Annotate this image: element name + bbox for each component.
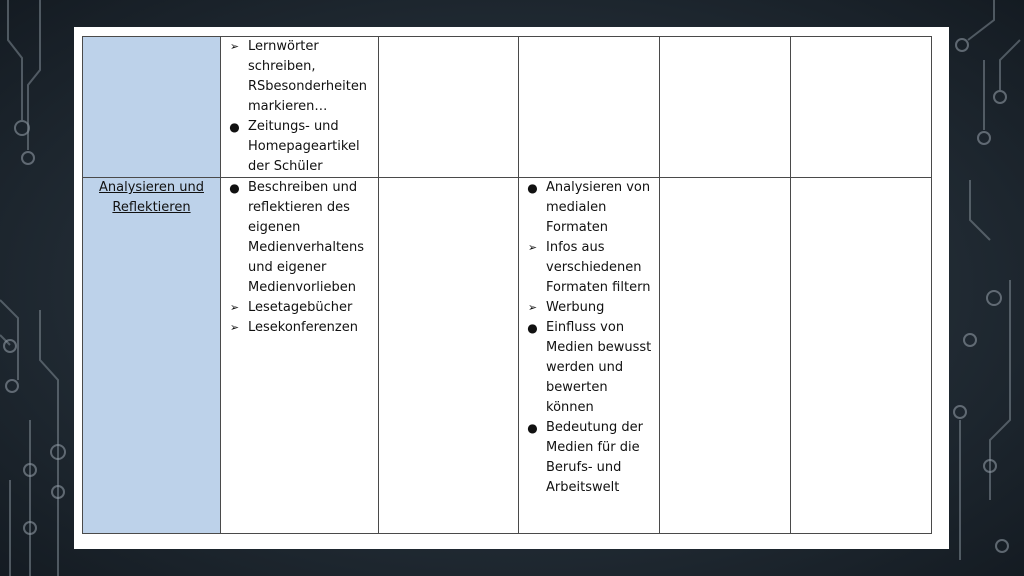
circuit-node (4, 340, 16, 352)
list-item (221, 117, 376, 177)
list-item-text: Einfluss von Medien bewusst werden und bewerten können (546, 320, 652, 415)
list-item (519, 178, 657, 238)
arrow-bullet-icon: ➢ (229, 301, 240, 314)
circuit-trace (970, 180, 990, 240)
category-cell (83, 178, 221, 534)
circuit-trace (8, 0, 22, 120)
list-item (519, 318, 657, 418)
arrow-bullet-icon: ➢ (527, 241, 538, 254)
table-row (83, 37, 932, 178)
circuit-node (954, 406, 966, 418)
list-item (221, 178, 376, 298)
circuit-node (22, 152, 34, 164)
list-item-text: Beschreiben und reflektieren des eigenen Medienverhaltens und eigener Medienvorlieben (248, 180, 365, 295)
list-item-text: Lesekonferenzen (248, 320, 358, 335)
list-item (519, 298, 657, 318)
bullet-list (221, 178, 378, 338)
table-cell-col6 (791, 37, 932, 178)
list-item-text: Analysieren von medialen Formaten (546, 180, 651, 235)
circuit-trace (1000, 40, 1020, 90)
circuit-node (15, 121, 29, 135)
table-cell-col3 (379, 178, 519, 534)
list-item-text: Infos aus verschiedenen Formaten filtern (546, 240, 651, 295)
circuit-node (6, 380, 18, 392)
list-item-text: Zeitungs- und Homepageartikel der Schüler (248, 119, 360, 174)
table-cell-col5 (660, 178, 791, 534)
bullet-list (519, 178, 659, 498)
category-label: Analysieren und Reflektieren (99, 180, 204, 215)
bullet-list (221, 37, 378, 177)
table-cell-col2 (221, 37, 379, 178)
circuit-node (987, 291, 1001, 305)
table-cell-col4 (519, 37, 660, 178)
slide-page (74, 27, 949, 549)
circuit-trace (968, 0, 994, 40)
dot-bullet-icon: ● (229, 120, 240, 134)
dot-bullet-icon: ● (229, 181, 240, 195)
category-cell (83, 37, 221, 178)
list-item (519, 418, 657, 498)
list-item (519, 238, 657, 298)
circuit-trace (990, 280, 1010, 500)
dot-bullet-icon: ● (527, 421, 538, 435)
table-cell-col2 (221, 178, 379, 534)
circuit-trace (40, 310, 58, 576)
table-cell-col3 (379, 37, 519, 178)
table-body (83, 37, 932, 534)
circuit-node (956, 39, 968, 51)
table-cell-col4 (519, 178, 660, 534)
dot-bullet-icon: ● (527, 181, 538, 195)
table-cell-col6 (791, 178, 932, 534)
list-item-text: Bedeutung der Medien für die Berufs- und Arbeitswelt (546, 420, 643, 495)
table-row (83, 178, 932, 534)
list-item-text: Werbung (546, 300, 605, 315)
list-item (221, 298, 376, 318)
arrow-bullet-icon: ➢ (527, 301, 538, 314)
arrow-bullet-icon: ➢ (229, 40, 240, 53)
table-cell-col5 (660, 37, 791, 178)
circuit-node (994, 91, 1006, 103)
list-item (221, 318, 376, 338)
dot-bullet-icon: ● (527, 321, 538, 335)
circuit-node (996, 540, 1008, 552)
list-item-text: Lernwörter schreiben, RSbesonderheiten markieren… (248, 39, 368, 114)
curriculum-table (82, 36, 932, 534)
list-item-text: Lesetagebücher (248, 300, 353, 315)
list-item (221, 37, 376, 117)
circuit-node (978, 132, 990, 144)
arrow-bullet-icon: ➢ (229, 321, 240, 334)
circuit-node (964, 334, 976, 346)
